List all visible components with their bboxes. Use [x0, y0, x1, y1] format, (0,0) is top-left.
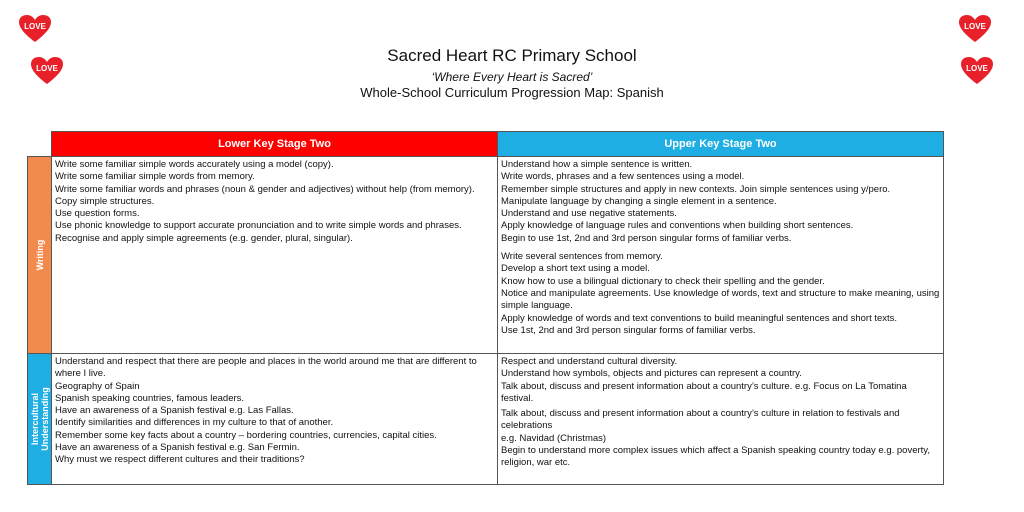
row-label-writing: Writing	[28, 157, 52, 354]
list-item: Write words, phrases and a few sentences using a model.	[501, 171, 745, 183]
list-item: Have an awareness of a Spanish festival e.g. San Fermin.	[55, 442, 300, 454]
svg-text:LOVE: LOVE	[24, 22, 46, 31]
table-row-intercultural	[28, 354, 944, 485]
writing-upper-cell	[498, 157, 944, 354]
list-item: Understand and use negative statements.	[501, 208, 677, 220]
intercultural-upper-cell	[498, 354, 944, 485]
list-item: Spanish speaking countries, famous leaders.	[55, 392, 245, 404]
row-label-intercultural: Intercultural Understanding	[28, 354, 52, 485]
list-item: Respect and understand cultural diversity.	[501, 356, 678, 367]
list-item: Use question forms.	[55, 208, 140, 220]
header-blank	[28, 132, 52, 157]
column-header-upper-ks2: Upper Key Stage Two	[498, 132, 944, 157]
list-item: Why must we respect different cultures and their traditions?	[55, 454, 305, 466]
list-item: Begin to use 1st, 2nd and 3rd person singular forms of familiar verbs.	[501, 232, 792, 244]
school-motto: ‘Where Every Heart is Sacred’	[431, 70, 593, 84]
list-item: Use phonic knowledge to support accurate pronunciation and to write simple words and phrases.	[55, 220, 462, 232]
table-row-writing	[28, 157, 944, 354]
list-item: Write some familiar words and phrases (noun & gender and adjectives) without help (from memory).	[55, 183, 475, 195]
writing-lower-cell	[52, 157, 498, 354]
list-item: Use 1st, 2nd and 3rd person singular forms of familiar verbs.	[501, 324, 756, 336]
svg-text:LOVE: LOVE	[36, 64, 58, 73]
list-item: Identify similarities and differences in my culture to that of another.	[55, 417, 334, 429]
list-item: Geography of Spain	[55, 380, 140, 392]
list-item: Understand how symbols, objects and pictures can represent a country.	[501, 368, 802, 380]
list-item: Notice and manipulate agreements. Use knowledge of words, text and structure to make meaning, using simple language.	[501, 287, 940, 312]
list-item: Remember some key facts about a country – bordering countries, currencies, capital cities.	[55, 429, 437, 441]
love-logo	[958, 14, 992, 44]
list-item: Write several sentences from memory.	[501, 251, 663, 263]
list-item: Recognise and apply simple agreements (e.g. gender, plural, singular).	[55, 232, 353, 244]
svg-text:LOVE: LOVE	[966, 64, 988, 73]
list-item: Understand and respect that there are people and places in the world around me that are different to where I live.	[55, 356, 477, 380]
love-logo	[18, 14, 52, 44]
list-item: Understand how a simple sentence is written.	[501, 159, 693, 170]
intercultural-lower-cell	[52, 354, 498, 485]
list-item: Know how to use a bilingual dictionary to check their spelling and the gender.	[501, 275, 825, 287]
list-item: Manipulate language by changing a single element in a sentence.	[501, 195, 777, 207]
list-item: Write some familiar simple words from memory.	[55, 171, 255, 183]
svg-text:LOVE: LOVE	[964, 22, 986, 31]
list-item: Apply knowledge of language rules and conventions when building short sentences.	[501, 220, 854, 232]
document-title: Whole-School Curriculum Progression Map: Spanish	[360, 85, 664, 100]
column-header-lower-ks2: Lower Key Stage Two	[52, 132, 498, 157]
school-name: Sacred Heart RC Primary School	[387, 46, 637, 65]
list-item: Talk about, discuss and present information about a country’s culture. e.g. Focus on La Tomatina festival.	[501, 380, 907, 404]
list-item: Develop a short text using a model.	[501, 263, 650, 275]
list-item: Apply knowledge of words and text conventions to build meaningful sentences and short texts.	[501, 312, 898, 324]
list-item: Write some familiar simple words accurately using a model (copy).	[55, 159, 334, 170]
table-header-row	[28, 132, 944, 157]
list-item: Talk about, discuss and present information about a country’s culture in relation to festivals and celebrations	[501, 408, 900, 432]
progression-table	[27, 131, 944, 485]
list-item: Remember simple structures and apply in new contexts. Join simple sentences using y/pero.	[501, 183, 891, 195]
list-item: e.g. Navidad (Christmas)	[501, 432, 607, 444]
list-item: Copy simple structures.	[55, 195, 155, 207]
list-item: Begin to understand more complex issues which affect a Spanish speaking country today e.g. poverty, religion, war etc.	[501, 445, 930, 469]
list-item: Have an awareness of a Spanish festival e.g. Las Fallas.	[55, 405, 294, 417]
